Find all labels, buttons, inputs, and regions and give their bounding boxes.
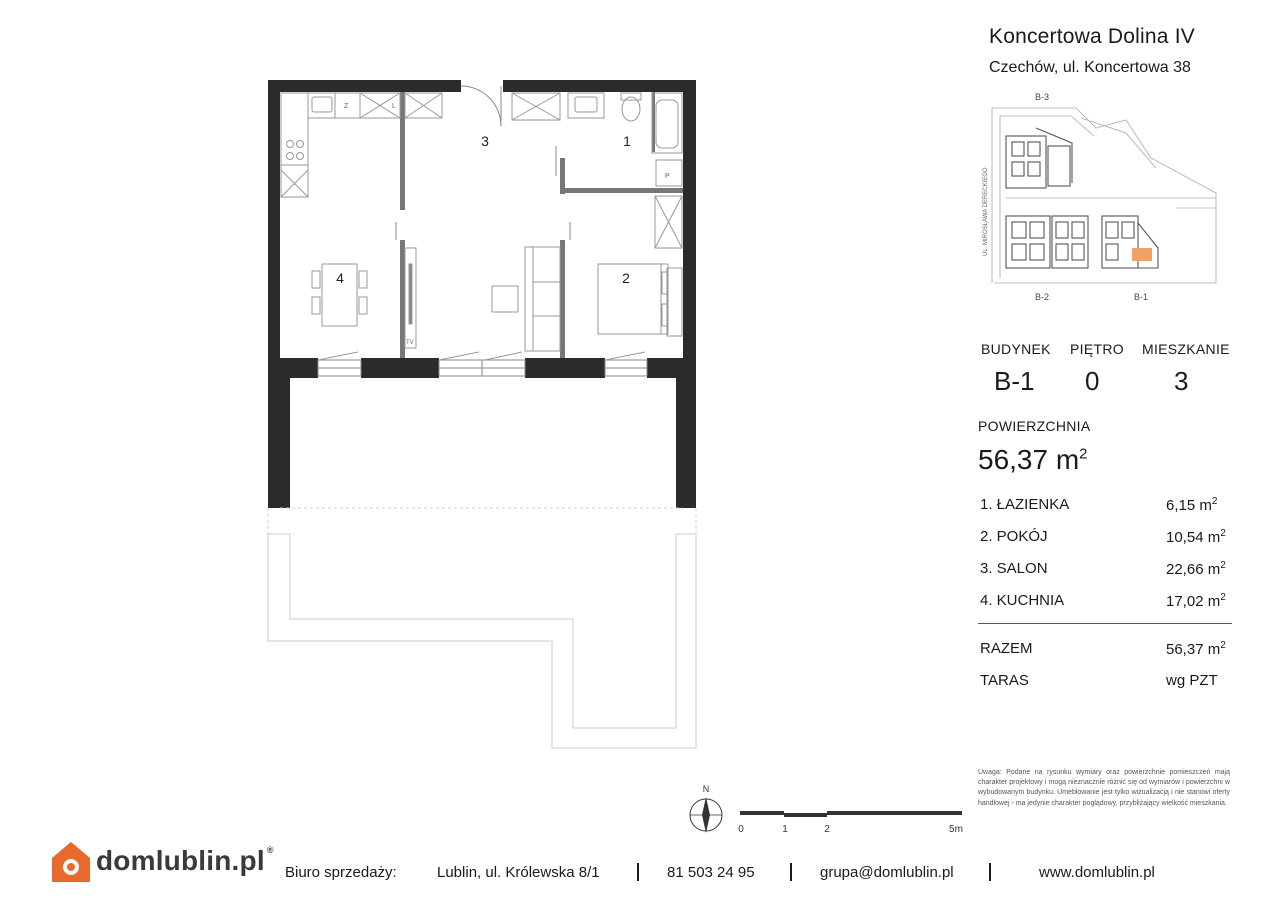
room-row xyxy=(980,592,1232,624)
kitchen-counter xyxy=(281,93,442,197)
room-area-sup: 2 xyxy=(1220,560,1226,571)
total-value-sup: 2 xyxy=(1220,640,1226,651)
room-area: 10,54 m xyxy=(1166,529,1221,546)
room-row xyxy=(980,560,1232,592)
email-link[interactable]: grupa@domlublin.pl xyxy=(820,864,954,881)
floor-value: 0 xyxy=(1085,366,1100,396)
street-label: UL. MIROSŁAWA DERECKIEGO xyxy=(983,167,989,256)
bed xyxy=(598,264,668,334)
terrace-label: TARAS xyxy=(980,672,1029,689)
room-number-3: 3 xyxy=(481,133,489,149)
room-name: 3. SALON xyxy=(980,560,1048,577)
phone-link[interactable]: 81 503 24 95 xyxy=(667,864,755,881)
footer-separator xyxy=(637,863,639,881)
area-label: POWIERZCHNIA xyxy=(978,418,1091,434)
apartment-value: 3 xyxy=(1174,366,1189,396)
room-number-4: 4 xyxy=(336,270,344,286)
brand-registered-mark: ® xyxy=(266,845,274,855)
floor-header: PIĘTRO xyxy=(1070,341,1124,357)
bathroom-fixtures xyxy=(512,93,682,186)
project-name: Koncertowa Dolina IV xyxy=(989,25,1195,48)
apartment-header: MIESZKANIE xyxy=(1142,341,1230,357)
terrace-value: wg PZT xyxy=(1166,672,1218,689)
entrance-door xyxy=(461,86,501,126)
partitions xyxy=(400,92,683,358)
room-name: 4. KUCHNIA xyxy=(980,592,1065,609)
area-total xyxy=(978,444,1088,476)
compass-north-label: N xyxy=(702,784,710,794)
building-label-b3: B-3 xyxy=(1034,92,1050,102)
terrace xyxy=(268,508,696,748)
room-area: 6,15 m xyxy=(1166,497,1212,514)
office-address: Lublin, ul. Królewska 8/1 xyxy=(437,864,600,881)
room-name: 1. ŁAZIENKA xyxy=(980,496,1070,513)
divider xyxy=(978,623,1232,624)
room-list xyxy=(980,496,1232,624)
sofa xyxy=(492,247,560,351)
room-number-1: 1 xyxy=(623,133,631,149)
scale-label-2: 2 xyxy=(824,824,830,835)
room-area-sup: 2 xyxy=(1211,496,1218,507)
room-number-2: 2 xyxy=(622,270,630,286)
total-value: 56,37 m xyxy=(1166,641,1221,658)
site-map xyxy=(976,88,1232,308)
room-area-sup: 2 xyxy=(1220,592,1226,603)
room-area: 17,02 m xyxy=(1166,593,1221,610)
scale-label-0: 0 xyxy=(738,824,744,835)
scale-bar xyxy=(738,811,963,835)
footer-separator xyxy=(790,863,792,881)
project-address: Czechów, ul. Koncertowa 38 xyxy=(989,59,1191,76)
room-row xyxy=(980,528,1232,560)
dishwasher-label: L xyxy=(392,103,396,110)
house-logo-icon xyxy=(50,840,92,884)
building-value: B-1 xyxy=(994,366,1035,396)
fridge-label: Z xyxy=(344,103,349,110)
compass-icon xyxy=(690,784,722,833)
scale-label-5m: 5m xyxy=(949,824,963,835)
room-row xyxy=(980,496,1232,528)
washer-label: P xyxy=(665,173,670,180)
office-label: Biuro sprzedaży: xyxy=(285,864,397,881)
room-area: 22,66 m xyxy=(1166,561,1221,578)
area-unit-sup: 2 xyxy=(1079,445,1088,463)
building-header: BUDYNEK xyxy=(981,341,1051,357)
tv-label: TV xyxy=(406,340,414,346)
area-total-value: 56,37 m xyxy=(978,444,1080,475)
tv-unit xyxy=(405,248,416,348)
footer-separator xyxy=(989,863,991,881)
brand-name: domlublin.pl xyxy=(96,845,265,876)
room-name: 2. POKÓJ xyxy=(980,528,1048,545)
scale-label-1: 1 xyxy=(782,824,788,835)
website-link[interactable]: www.domlublin.pl xyxy=(1039,864,1155,881)
total-label: RAZEM xyxy=(980,640,1033,657)
disclaimer-note: Uwaga: Podane na rysunku wymiary oraz powierzchnie pomieszczeń mają charakter projektowy i mogą nieznacznie różnić się od wymiarów i powierzchni w wybudowanym budynku. Umeblowanie jest tylko wizualizacją i nie stanowi oferty handlowej - ma jedynie charakter poglądowy, przybliżający wielkość mieszkania. xyxy=(978,769,1230,807)
building-label-b1: B-1 xyxy=(1133,292,1149,302)
apartment-highlight xyxy=(1132,248,1152,261)
building-label-b2: B-2 xyxy=(1034,292,1050,302)
room-area-sup: 2 xyxy=(1220,528,1226,539)
